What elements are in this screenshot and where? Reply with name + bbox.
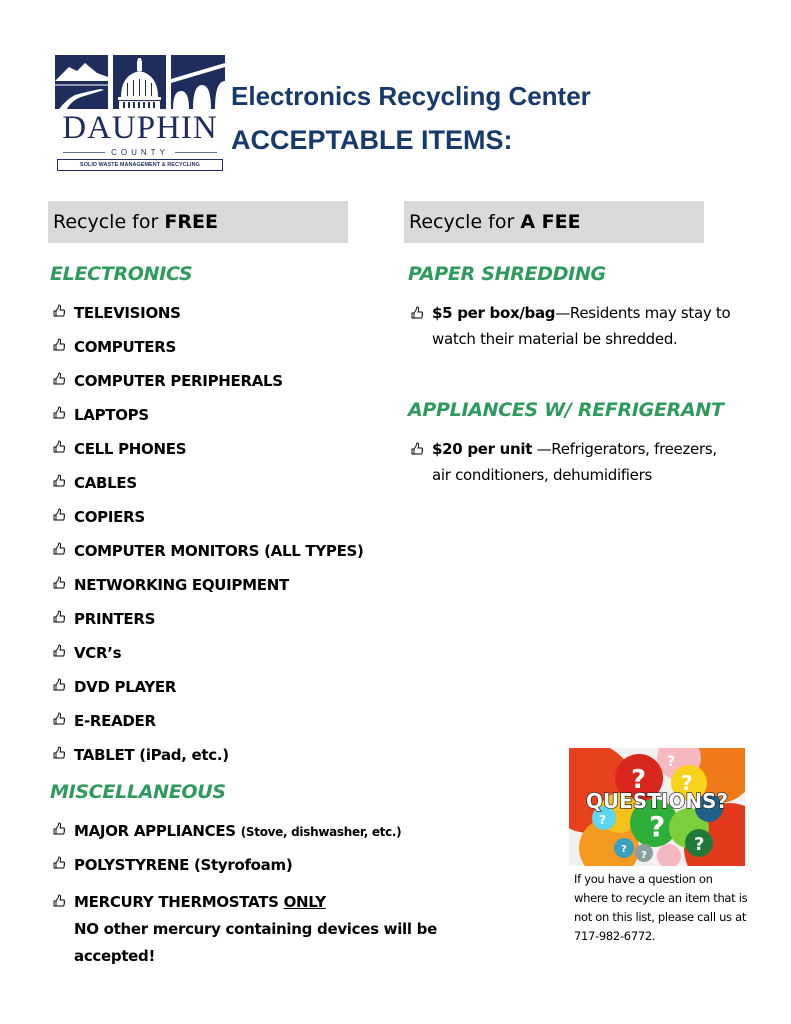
svg-text:?: ? — [694, 834, 705, 855]
free-column-heading — [48, 201, 348, 243]
logo-tiles-icon — [55, 55, 225, 109]
section-title-electronics: ELECTRONICS — [50, 263, 193, 285]
questions-image — [569, 748, 745, 866]
list-item — [74, 855, 292, 875]
logo-name: DAUPHIN — [62, 110, 218, 146]
item-label: DVD PLAYER — [74, 678, 177, 696]
fee-price: $20 per unit — [432, 440, 533, 458]
thumbs-up-icon — [52, 856, 66, 870]
thumbs-up-icon — [52, 372, 66, 386]
item-label: TELEVISIONS — [74, 304, 181, 322]
fee-heading-bold: A FEE — [520, 211, 581, 233]
item-label: NETWORKING EQUIPMENT — [74, 576, 289, 594]
thumbs-up-icon — [52, 474, 66, 488]
thumbs-up-icon — [52, 338, 66, 352]
fee-item-paper-shredding — [432, 300, 732, 352]
list-item — [74, 609, 155, 629]
thumbs-up-icon — [52, 542, 66, 556]
section-title-paper-shredding: PAPER SHREDDING — [408, 263, 606, 285]
list-item — [74, 439, 186, 459]
item-label: TABLET (iPad, etc.) — [74, 746, 229, 764]
questions-image-label: QUESTIONS? — [585, 789, 729, 813]
fee-desc-line1: —Residents may stay to — [555, 304, 731, 322]
fee-desc-line1: —Refrigerators, freezers, — [532, 440, 717, 458]
questions-graphic-icon — [569, 748, 745, 866]
item-main: MERCURY THERMOSTATS — [74, 893, 284, 911]
svg-text:?: ? — [681, 771, 693, 795]
fee-item-appliances — [432, 436, 732, 488]
svg-text:?: ? — [631, 765, 647, 795]
thumbs-up-icon — [52, 508, 66, 522]
list-item — [74, 303, 181, 323]
list-item — [74, 371, 283, 391]
item-label: PRINTERS — [74, 610, 156, 628]
list-item — [74, 507, 145, 527]
item-underlined: ONLY — [283, 893, 326, 911]
free-heading-bold: FREE — [164, 211, 218, 233]
thumbs-up-icon — [410, 442, 424, 456]
list-item — [74, 541, 364, 561]
svg-text:?: ? — [621, 844, 627, 855]
list-item — [74, 677, 176, 697]
questions-note-phone: 717-982-6772. — [574, 929, 656, 943]
questions-note-line: If you have a question on — [574, 872, 713, 886]
item-label: E-READER — [74, 712, 156, 730]
item-main: POLYSTYRENE (Styrofoam) — [74, 856, 293, 874]
thumbs-up-icon — [52, 822, 66, 836]
logo-rule-left — [63, 152, 105, 153]
section-title-miscellaneous: MISCELLANEOUS — [50, 781, 226, 803]
item-label: COMPUTER MONITORS (ALL TYPES) — [74, 542, 364, 560]
thumbs-up-icon — [52, 576, 66, 590]
item-main: MAJOR APPLIANCES — [74, 822, 241, 840]
logo-tagline: SOLID WASTE MANAGEMENT & RECYCLING — [57, 159, 223, 171]
logo-county — [55, 146, 225, 158]
free-heading-prefix: Recycle for — [53, 211, 165, 233]
list-item — [74, 711, 156, 731]
list-item — [74, 821, 401, 842]
questions-note — [574, 870, 754, 946]
fee-heading-prefix: Recycle for — [409, 211, 521, 233]
item-label: CELL PHONES — [74, 440, 187, 458]
item-label: COMPUTER PERIPHERALS — [74, 372, 283, 390]
thumbs-up-icon — [52, 406, 66, 420]
list-item — [74, 575, 289, 595]
thumbs-up-icon — [52, 894, 66, 908]
list-item — [74, 405, 149, 425]
dauphin-county-logo — [55, 55, 225, 171]
page-title: Electronics Recycling Center — [231, 81, 591, 111]
svg-text:?: ? — [641, 850, 647, 861]
item-label: LAPTOPS — [74, 406, 149, 424]
item-label: COMPUTERS — [74, 338, 176, 356]
thumbs-up-icon — [52, 304, 66, 318]
logo-county-text: COUNTY — [111, 147, 169, 157]
thumbs-up-icon — [52, 644, 66, 658]
fee-column-heading — [404, 201, 704, 243]
questions-note-line: where to recycle an item that is — [574, 891, 748, 905]
thumbs-up-icon — [52, 746, 66, 760]
thumbs-up-icon — [52, 678, 66, 692]
svg-text:?: ? — [599, 813, 606, 827]
page-subtitle: ACCEPTABLE ITEMS: — [231, 125, 513, 155]
thumbs-up-icon — [52, 610, 66, 624]
item-label: COPIERS — [74, 508, 145, 526]
list-item — [74, 889, 437, 970]
logo-rule-right — [175, 152, 217, 153]
item-label: CABLES — [74, 474, 137, 492]
svg-text:?: ? — [667, 754, 676, 770]
svg-text:?: ? — [649, 810, 666, 843]
item-line2: NO other mercury containing devices will be — [74, 920, 437, 938]
list-item — [74, 337, 176, 357]
item-label: VCR’s — [74, 644, 122, 662]
questions-note-line: not on this list, please call us at — [574, 910, 747, 924]
item-note: (Stove, dishwasher, etc.) — [240, 825, 402, 839]
section-title-appliances-refrigerant: APPLIANCES W/ REFRIGERANT — [408, 399, 724, 421]
list-item — [74, 473, 137, 493]
fee-desc-line2: air conditioners, dehumidifiers — [432, 466, 652, 484]
item-line3: accepted! — [74, 947, 156, 965]
list-item — [74, 745, 229, 765]
list-item — [74, 643, 121, 663]
thumbs-up-icon — [52, 440, 66, 454]
fee-price: $5 per box/bag — [432, 304, 556, 322]
thumbs-up-icon — [52, 712, 66, 726]
thumbs-up-icon — [410, 306, 424, 320]
fee-desc-line2: watch their material be shredded. — [432, 330, 678, 348]
